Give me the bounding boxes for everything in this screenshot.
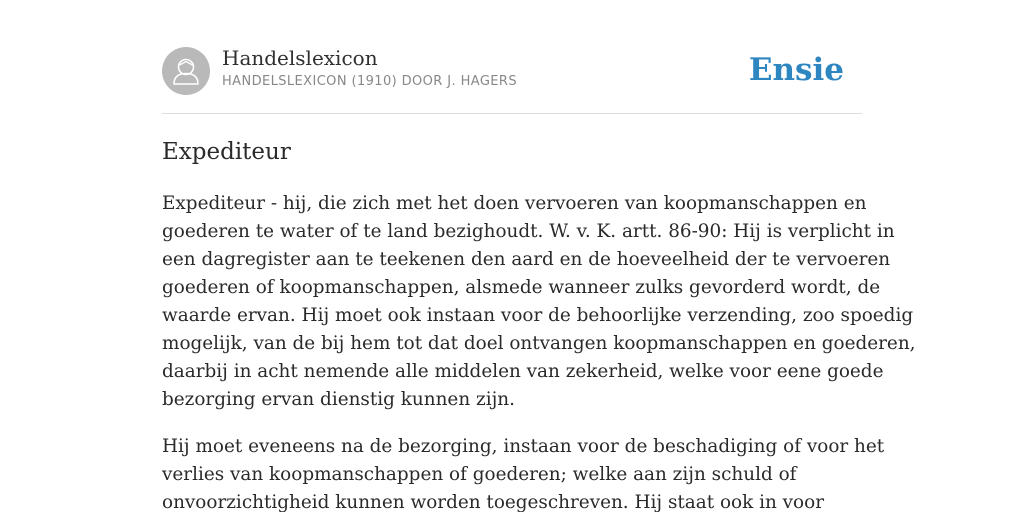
text-line: goederen of koopmanschappen, alsmede wanneer zulks gevorderd wordt, de	[162, 277, 881, 298]
text-line: mogelijk, van de bij hem tot dat doel ontvangen koopmanschappen en goederen,	[162, 333, 916, 354]
source-title[interactable]: Handelslexicon	[222, 46, 378, 70]
text-line: Hij moet eveneens na de bezorging, instaan voor de beschadiging of voor het	[162, 436, 885, 457]
text-line: een dagregister aan te teekenen den aard en de hoeveelheid der te vervoeren	[162, 249, 891, 270]
source-subtitle[interactable]: HANDELSLEXICON (1910) DOOR J. HAGERS	[222, 74, 517, 89]
brand-logo[interactable]: Ensie	[748, 52, 844, 88]
text-line: bezorging ervan dienstig kunnen zijn.	[162, 389, 515, 410]
text-line: waarde ervan. Hij moet ook instaan voor de behoorlijke verzending, zoo spoedig	[162, 305, 914, 326]
user-silhouette-icon	[162, 47, 210, 95]
entry-paragraph-1	[162, 190, 916, 414]
text-line: verlies van koopmanschappen of goederen; welke aan zijn schuld of	[162, 464, 797, 485]
text-line: goederen te water of te land bezighoudt. W. v. K. artt. 86-90: Hij is verplicht in	[162, 221, 895, 242]
header-divider	[162, 113, 862, 114]
entry-paragraph-2	[162, 433, 885, 512]
source-header	[162, 46, 862, 96]
text-line: Expediteur - hij, die zich met het doen vervoeren van koopmanschappen en	[162, 193, 867, 214]
entry-title: Expediteur	[162, 139, 291, 165]
text-line: daarbij in acht nemende alle middelen van zekerheid, welke voor eene goede	[162, 361, 884, 382]
text-line: onvoorzichtigheid kunnen worden toegeschreven. Hij staat ook in voor	[162, 492, 824, 512]
